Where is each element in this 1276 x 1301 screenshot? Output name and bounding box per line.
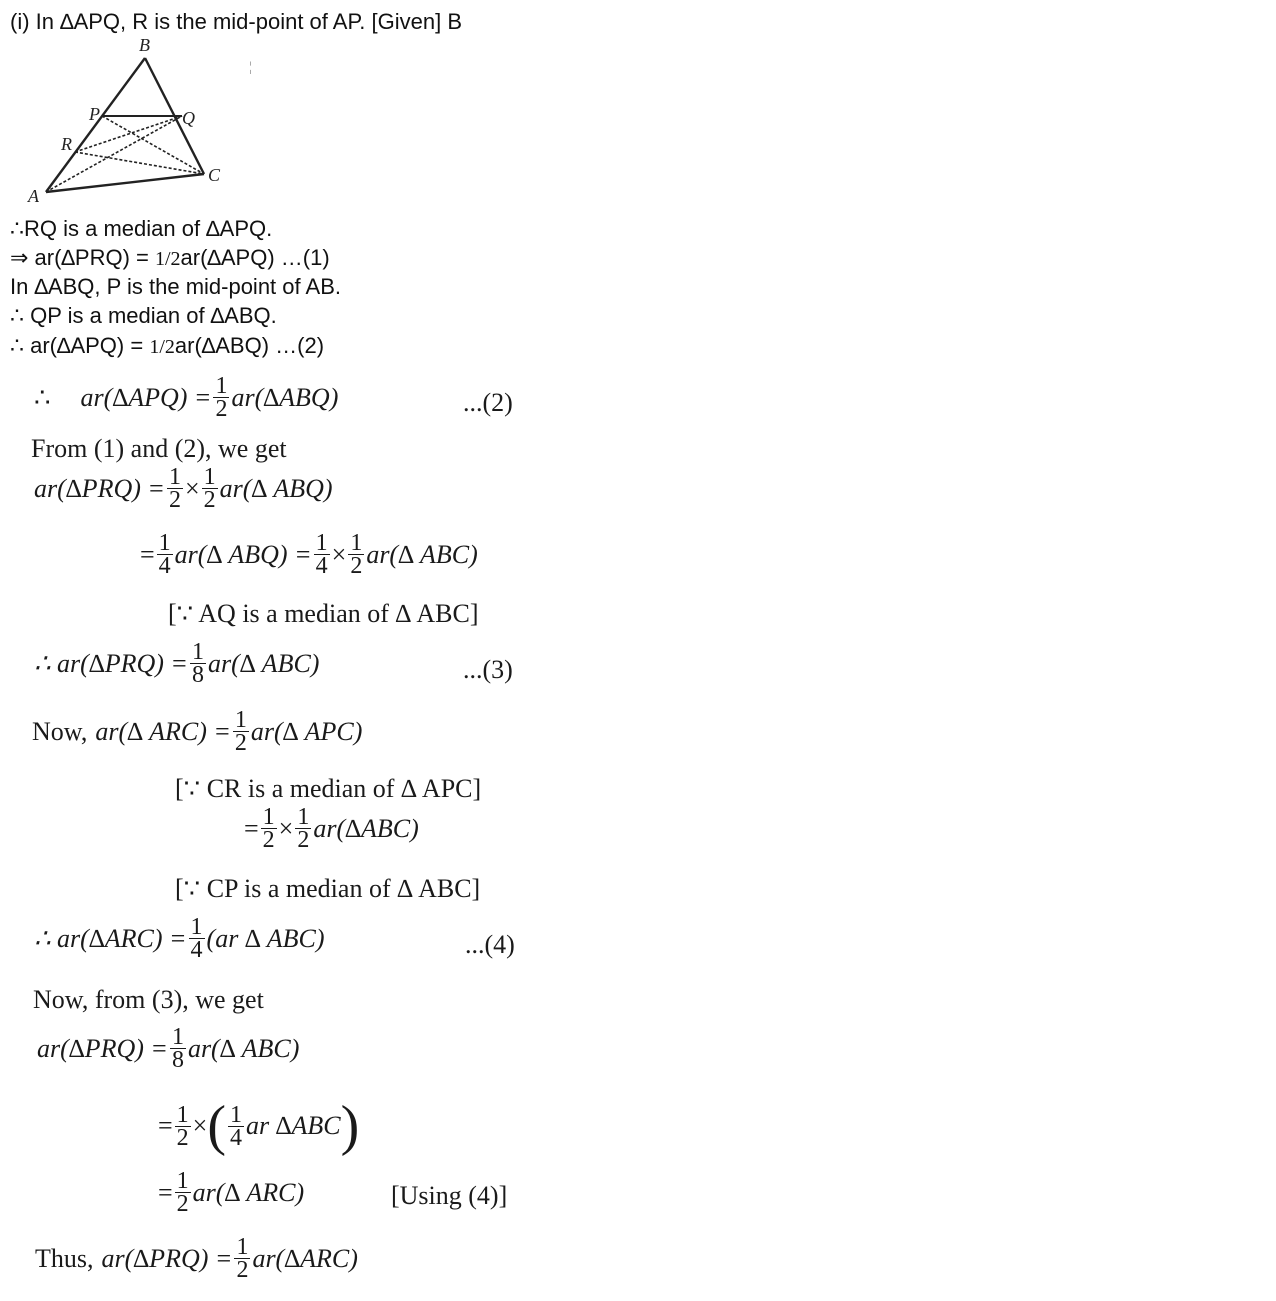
sol-line-14 (158, 1095, 360, 1157)
reason-using-4: [Using (4)] (391, 1181, 508, 1210)
eq1-rhs: ar(∆APQ) …(1) (180, 245, 330, 270)
dashed-aq (46, 116, 182, 192)
sol-line-15 (158, 1170, 304, 1215)
fraction-quarter: $\frac{1}{4}$ (190, 914, 203, 963)
sol-line-12: Now, from (3), we get (33, 985, 264, 1014)
intro-line-midpoint-ab: In ∆ABQ, P is the mid-point of AB. (10, 274, 341, 299)
intro-line-eq2 (10, 331, 324, 362)
expr: ar(∆PRQ) = (34, 473, 165, 503)
fraction-half: $\frac{1}{2}$ (176, 1168, 189, 1217)
eq2-rhs: ar(∆ABQ) …(2) (174, 333, 325, 358)
expr: ar(∆ ARC) (192, 1177, 305, 1207)
times-symbol: × (331, 539, 347, 569)
thus-label: Thus, (35, 1243, 94, 1273)
expr: ar ∆ABC (246, 1111, 341, 1140)
sol-line-2: From (1) and (2), we get (31, 434, 287, 463)
label-a: A (28, 186, 39, 206)
expr: ar(∆ ABC) (207, 648, 320, 678)
fraction-eighth: $\frac{1}{8}$ (171, 1024, 184, 1073)
fraction-half: $\frac{1}{2}$ (234, 707, 247, 756)
times-symbol: × (184, 473, 200, 503)
equals-symbol: = (158, 1111, 173, 1140)
sol-line-1 (34, 375, 338, 420)
sol-line-6 (34, 641, 319, 686)
intro-line-median-qp: ∴ QP is a median of ∆ABQ. (10, 303, 277, 328)
expr: ar(∆ ARC) = (95, 716, 231, 746)
equation-tag-3: ...(3) (463, 655, 513, 684)
sol-line-4 (140, 532, 478, 577)
expr: (ar ∆ ABC) (206, 923, 325, 953)
sol-line-16 (35, 1236, 358, 1281)
fraction-quarter: $\frac{1}{4}$ (230, 1101, 242, 1151)
eq1-lhs: ⇒ ar(∆PRQ) = (10, 245, 155, 270)
times-symbol: × (192, 1111, 208, 1140)
sol-line-3 (34, 466, 333, 511)
label-p: P (89, 104, 100, 124)
expr: ar(∆ ABC) (366, 539, 478, 569)
equation-tag-4: ...(4) (465, 930, 515, 959)
equation-tag-2: ...(2) (463, 388, 513, 417)
label-q: Q (182, 108, 195, 128)
eq2-lhs: ∴ ar(∆APQ) = (10, 333, 150, 358)
side-ab (46, 58, 145, 192)
expr: ar(∆ ABQ) (219, 473, 333, 503)
left-paren: ( (207, 1095, 226, 1157)
reason-aq-median: [∵ AQ is a median of ∆ ABC] (168, 599, 479, 628)
fraction-half: $\frac{1}{2}$ (176, 1101, 189, 1151)
eq1-half: 1/2 (154, 248, 181, 270)
intro-line-median-rq: ∴RQ is a median of ∆APQ. (10, 216, 273, 241)
intro-line-given: (i) In ∆APQ, R is the mid-point of AP. [Given] B (10, 9, 463, 34)
sol-line-7 (32, 709, 362, 754)
equals-symbol: = (244, 813, 259, 843)
now-label: Now, (32, 716, 88, 746)
reason-cp-median: [∵ CP is a median of ∆ ABC] (175, 874, 481, 903)
expr: ar(∆ARC) (252, 1243, 358, 1273)
sol-line-13 (37, 1026, 299, 1071)
fraction-half: $\frac{1}{2}$ (168, 464, 181, 513)
sol-line-9 (244, 806, 419, 851)
expr: ar(∆ABQ) (231, 382, 339, 412)
label-c: C (208, 165, 221, 185)
expr: ar(∆ APC) (250, 716, 363, 746)
expr: ∴ ar(∆ARC) = (34, 923, 187, 953)
fraction-half: $\frac{1}{2}$ (236, 1234, 249, 1283)
expr: ar(∆ABC) (313, 813, 419, 843)
expr: ar(∆ ABQ) = (174, 539, 312, 569)
fraction-half: $\frac{1}{2}$ (297, 804, 310, 853)
fraction-quarter: $\frac{1}{4}$ (158, 530, 171, 579)
equals-symbol: = (158, 1177, 173, 1207)
therefore-symbol: ∴ (34, 382, 51, 412)
expr: ar(∆PRQ) = (101, 1243, 233, 1273)
fraction-half: $\frac{1}{2}$ (203, 464, 216, 513)
side-ac (46, 174, 204, 192)
fraction-quarter: $\frac{1}{4}$ (315, 530, 328, 579)
label-b: B (139, 35, 150, 55)
right-paren: ) (340, 1095, 360, 1157)
fraction-half: $\frac{1}{2}$ (350, 530, 363, 579)
eq2-half: 1/2 (149, 336, 175, 358)
label-r: R (61, 134, 72, 154)
intro-line-eq1 (10, 243, 330, 274)
fraction-half: $\frac{1}{2}$ (215, 373, 228, 422)
expr: ar(∆ ABC) (187, 1033, 300, 1063)
expr: ar(∆PRQ) = (37, 1033, 168, 1063)
equals-symbol: = (140, 539, 155, 569)
fraction-half: $\frac{1}{2}$ (262, 804, 275, 853)
sol-line-11 (34, 916, 325, 961)
reason-cr-median: [∵ CR is a median of ∆ APC] (175, 774, 482, 803)
expr: ar(∆APQ) = (80, 382, 212, 412)
stray-mark: ¦ (249, 60, 252, 75)
times-symbol: × (278, 813, 294, 843)
expr: ∴ ar(∆PRQ) = (34, 648, 188, 678)
fraction-eighth: $\frac{1}{8}$ (191, 639, 204, 688)
triangle-diagram (22, 34, 262, 209)
